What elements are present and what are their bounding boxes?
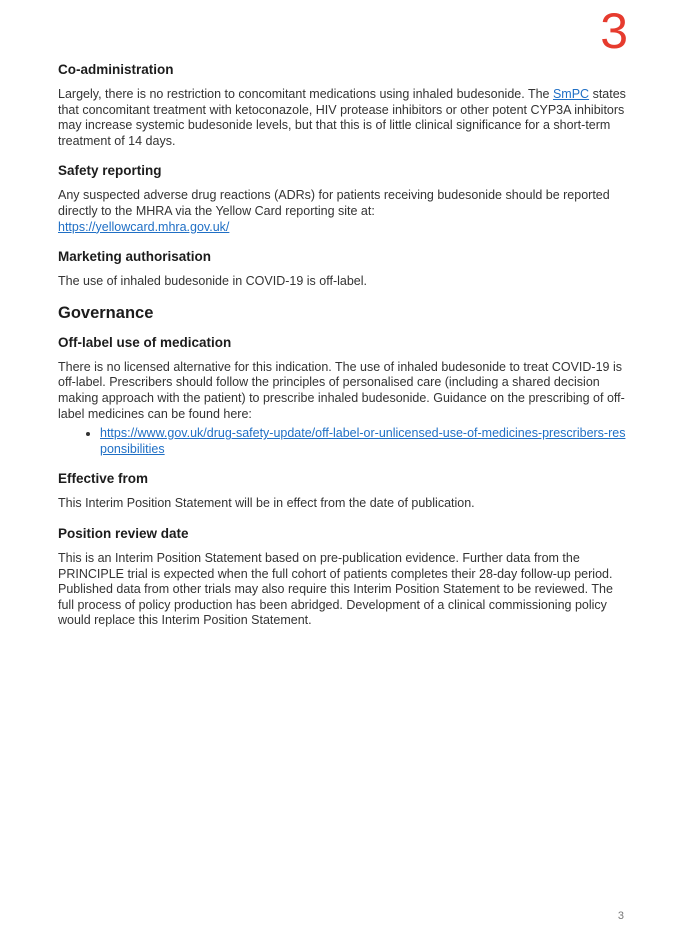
coadmin-text-before: Largely, there is no restriction to concomitant medications using inhaled budesonide. The (58, 87, 553, 101)
coadmin-text-after: states that concomitant treatment with ketoconazole, HIV protease inhibitors or other potent CYP3A inhibitors may increase systemic budesonide levels, but that this is of little clinical significance for a short-term treatment of 14 days. (58, 87, 626, 148)
smpc-link[interactable]: SmPC (552, 87, 590, 101)
list-item (100, 426, 630, 457)
offlabel-paragraph: There is no licensed alternative for this indication. The use of inhaled budesonide to treat COVID-19 is off-label. Prescribers should follow the principles of personalised care (including a shared decision making approach with the patient) to prescribe inhaled budesonide. Guidance on the prescribing of off-label medicines can be found here: (58, 359, 625, 421)
footer-page-number: 3 (617, 910, 624, 922)
section-heading-safety-reporting: Safety reporting (58, 163, 162, 179)
section-heading-review-date: Position review date (58, 525, 189, 541)
marketing-paragraph: The use of inhaled budesonide in COVID-19 is off-label. (58, 274, 367, 289)
effective-paragraph: This Interim Position Statement will be in effect from the date of publication. (58, 496, 475, 511)
safety-text: Any suspected adverse drug reactions (ADRs) for patients receiving budesonide should be reported directly to the MHRA via the Yellow Card reporting site at: (58, 188, 610, 218)
gov-offlabel-link[interactable]: https://www.gov.uk/drug-safety-update/off-label-or-unlicensed-use-of-medicines-prescribers-responsibilities (100, 426, 626, 456)
review-paragraph: This is an Interim Position Statement based on pre-publication evidence. Further data from the PRINCIPLE trial is expected when the full cohort of patients completes their 28-day follow-up period. Published data from other trials may also require this Interim Position Statement to be reviewed. The full process of policy production has been abridged. Development of a clinical commissioning policy would replace this Interim Position Statement. (58, 550, 613, 628)
section-heading-effective-from: Effective from (58, 471, 149, 487)
section-heading-coadministration: Co-administration (58, 62, 174, 77)
corner-page-number: 3 (600, 3, 628, 59)
document-body (58, 62, 630, 643)
offlabel-link-list (58, 426, 630, 457)
coadministration-paragraph (58, 87, 630, 149)
yellowcard-link[interactable]: https://yellowcard.mhra.gov.uk/ (58, 219, 230, 234)
safety-paragraph (58, 188, 630, 235)
section-heading-marketing: Marketing authorisation (58, 249, 212, 265)
section-heading-offlabel: Off-label use of medication (58, 334, 232, 350)
governance-heading: Governance (58, 303, 154, 322)
